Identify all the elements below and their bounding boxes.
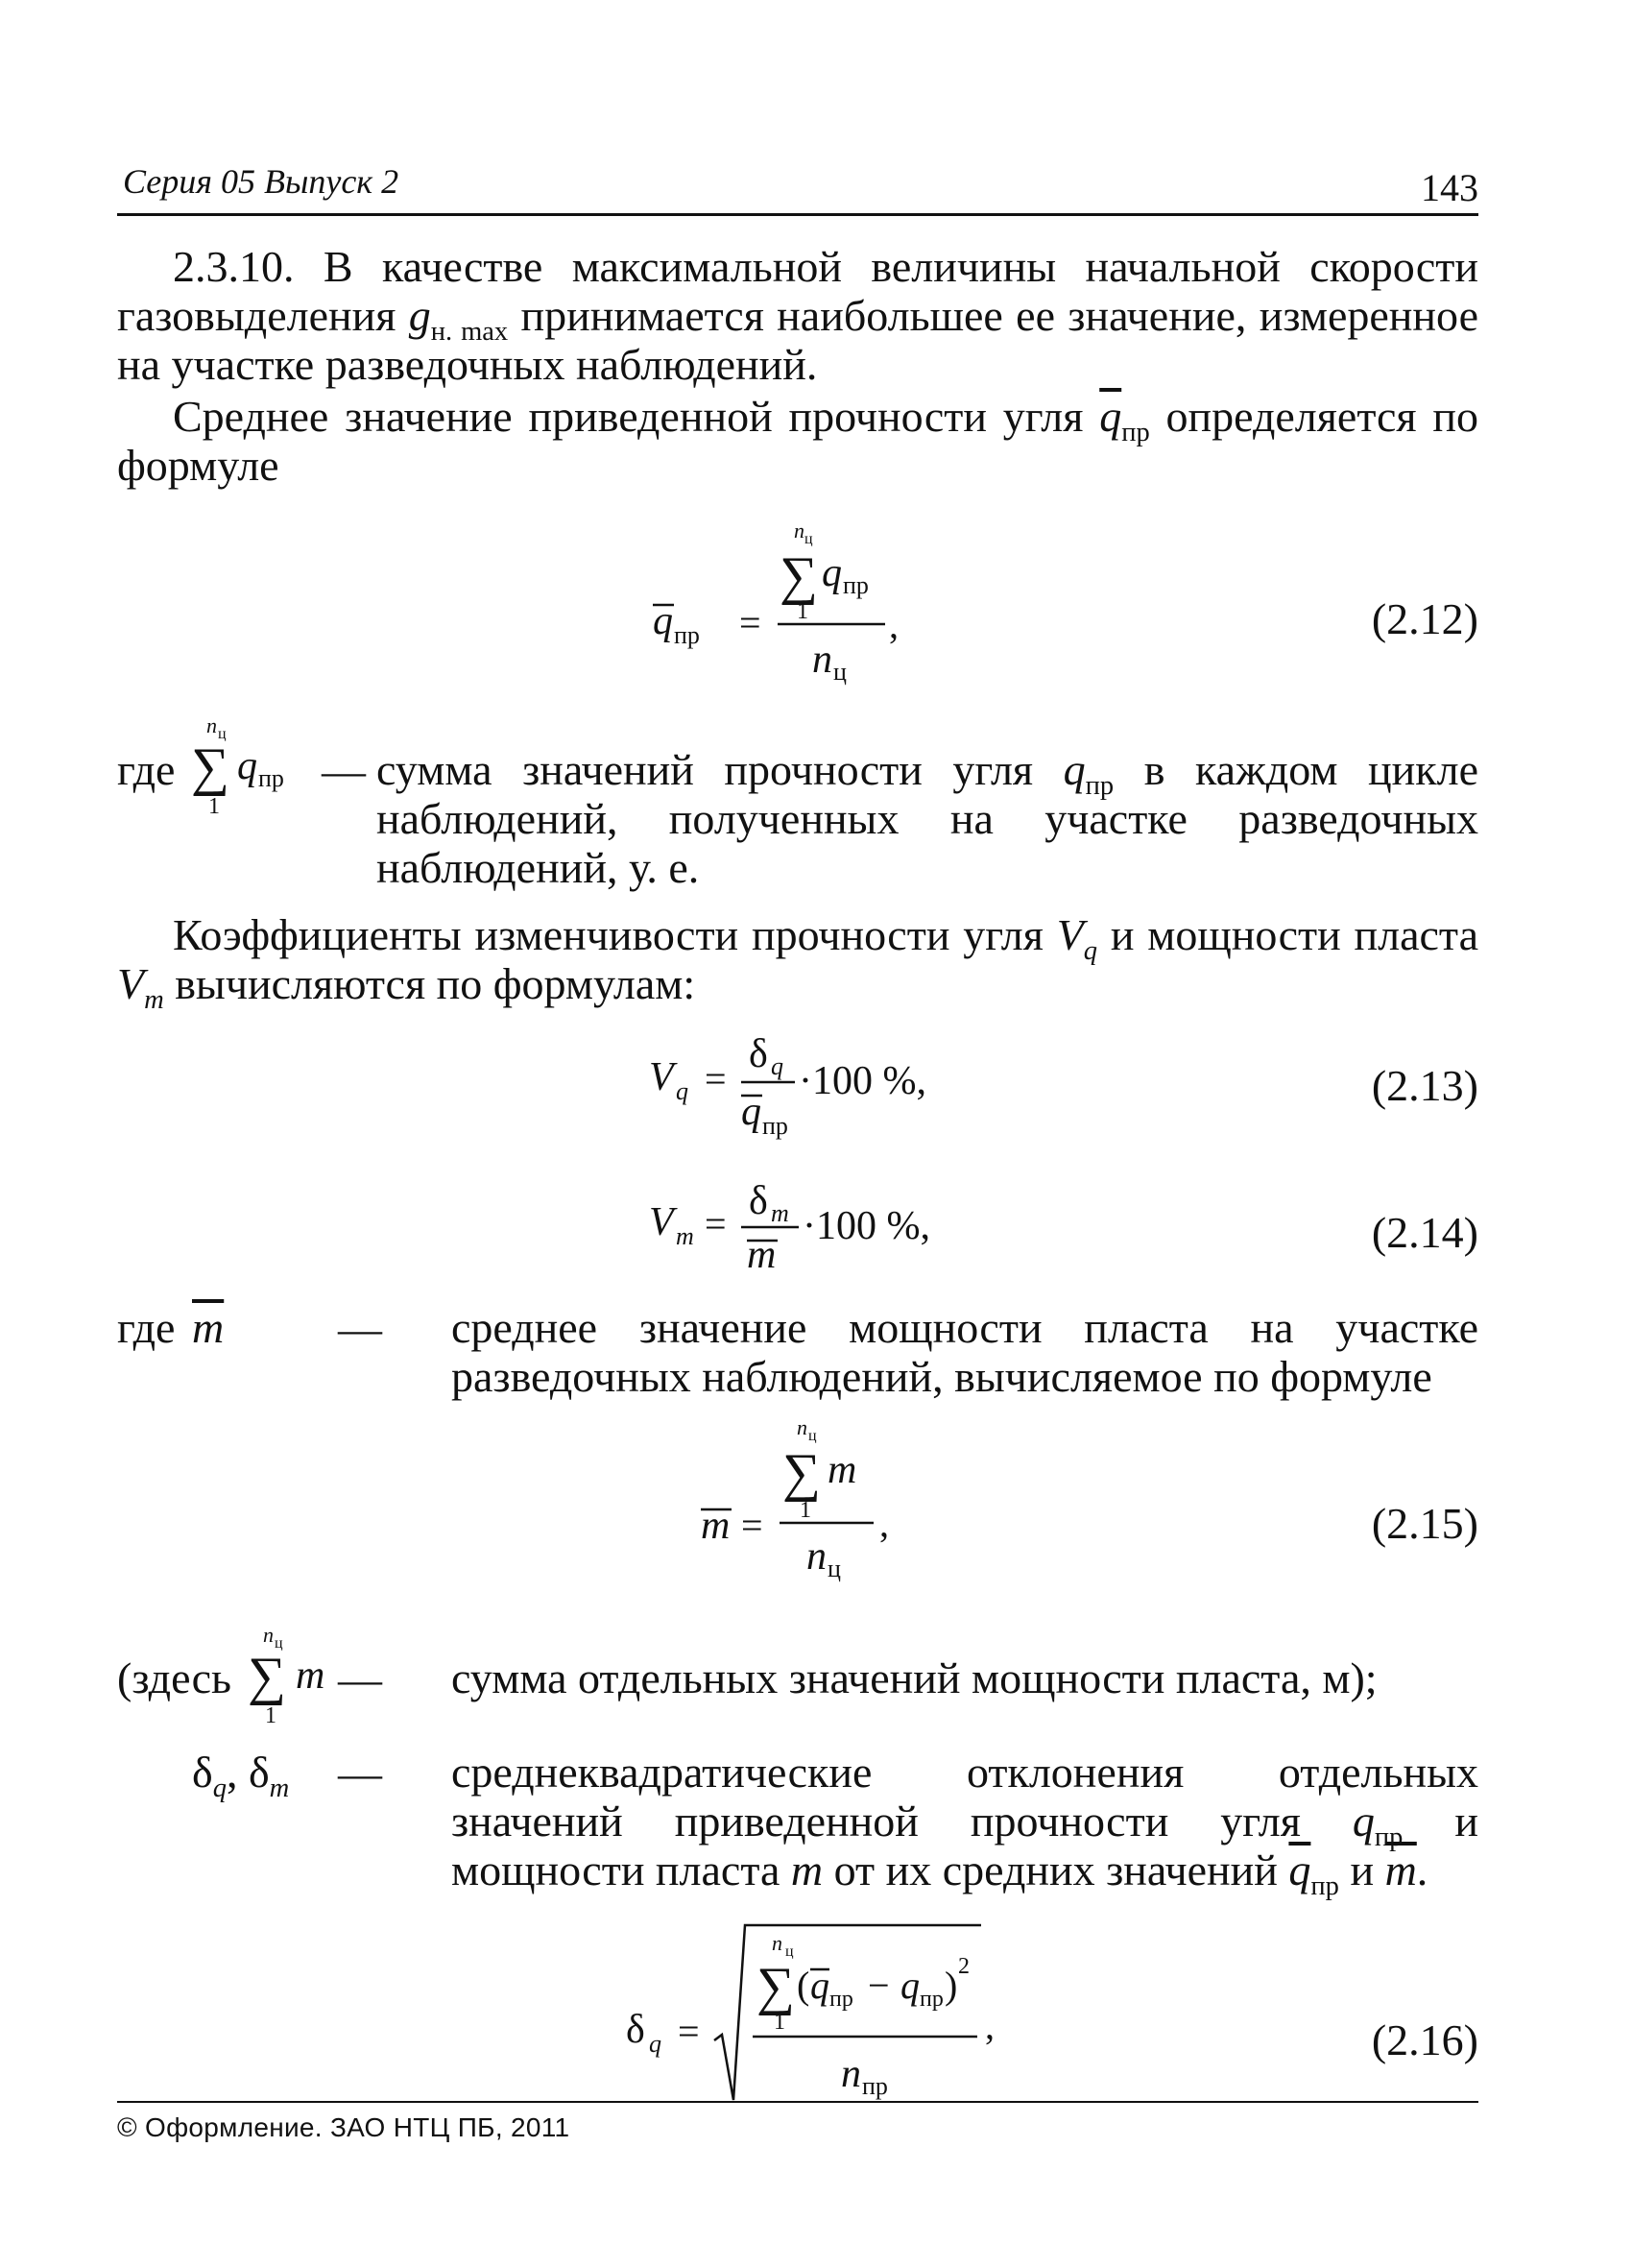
eq214-lhs-var: V xyxy=(649,1200,674,1244)
series-label: Серия 05 Выпуск 2 xyxy=(123,162,399,201)
header-rule xyxy=(117,213,1478,216)
paragraph-2-3-10: 2.3.10. В качестве максимальной величины начальной скорости газовыделения $g_{н. max}$ принимается наибольшее ее значение, измеренное на участке разведочных наблюдений. xyxy=(117,242,1478,389)
eq214-den-var: m xyxy=(747,1233,777,1277)
eq216-equals: = xyxy=(678,2010,700,2053)
def1-sum-expression xyxy=(187,715,331,821)
eq213-lhs-var: V xyxy=(649,1055,674,1099)
eq212-sum-upper: n xyxy=(794,519,804,543)
eq216-num-sub2: пр xyxy=(920,1987,944,2012)
eq216-sum-upper-sub: ц xyxy=(785,1943,794,1960)
eq214-num-sym: δ xyxy=(749,1179,768,1223)
def1-sum-symbol: ∑ xyxy=(191,737,229,797)
eq212-den-sub: ц xyxy=(833,658,847,686)
def2-text: среднее значение мощности пласта на участке разведочных наблюдений, вычисляемое по формуле xyxy=(451,1303,1478,1401)
eq214-lhs-sub: m xyxy=(676,1222,694,1250)
eq215-number: (2.15) xyxy=(1371,1499,1478,1548)
def1-var: q xyxy=(237,744,257,788)
paragraph-mean-strength: Среднее значение приведенной прочности угля $\overline{q}_{пр}$ определяется по формуле xyxy=(117,392,1478,490)
eq216-num-var1: q xyxy=(810,1964,829,2007)
def3-sum-upper: n xyxy=(263,1623,274,1647)
def3-sum-lower: 1 xyxy=(265,1703,276,1728)
def1-sum-upper: n xyxy=(206,713,217,737)
eq216-num-open: ( xyxy=(797,1964,810,2007)
eq212-den-var: n xyxy=(812,638,832,682)
eq212-equals: = xyxy=(739,601,761,644)
eq213-tail: ·100 %, xyxy=(799,1059,926,1103)
eq213-den-sub: пр xyxy=(762,1112,788,1140)
eq216-num-exp: 2 xyxy=(958,1954,970,1979)
def1-dash: — xyxy=(322,746,366,795)
def2-var: $\overline{m}$ xyxy=(192,1303,225,1352)
eq216-sum-upper: n xyxy=(772,1931,782,1955)
eq216-lhs-sym: δ xyxy=(626,2008,645,2052)
eq215-sum-lower: 1 xyxy=(800,1498,811,1523)
eq216-den-sub: пр xyxy=(862,2072,888,2100)
eq214-number: (2.14) xyxy=(1371,1208,1478,1257)
formula-2-15 xyxy=(672,1413,998,1596)
footer-rule xyxy=(117,2101,1478,2103)
eq216-num-minus: − xyxy=(858,1964,900,2007)
eq215-sum-upper-sub: ц xyxy=(808,1428,817,1444)
eq213-lhs-sub: q xyxy=(676,1077,688,1105)
eq216-num-var2: q xyxy=(900,1964,920,2007)
formula-2-13 xyxy=(634,1032,979,1147)
def2-dash: — xyxy=(338,1304,382,1353)
def1-sum-lower: 1 xyxy=(208,794,220,819)
formula-2-16 xyxy=(614,1916,1037,2117)
eq216-number: (2.16) xyxy=(1371,2015,1478,2064)
eq215-den-sub: ц xyxy=(828,1555,841,1582)
eq216-num-sub1: пр xyxy=(829,1987,853,2012)
def3-var: m xyxy=(296,1653,325,1698)
eq216-comma: , xyxy=(985,2004,995,2047)
eq215-sum-symbol: ∑ xyxy=(782,1443,821,1503)
def1-prefix: где xyxy=(117,745,176,794)
eq216-sum-symbol: ∑ xyxy=(756,1957,795,2016)
eq215-den-var: n xyxy=(806,1534,827,1579)
eq215-sum-upper: n xyxy=(797,1415,807,1439)
eq212-sum-lower: 1 xyxy=(797,599,808,624)
footer-copyright: © Оформление. ЗАО НТЦ ПБ, 2011 xyxy=(117,2112,570,2142)
eq212-num-var: q xyxy=(822,551,842,595)
eq215-num-var: m xyxy=(828,1448,857,1492)
def3-sum-symbol: ∑ xyxy=(248,1647,286,1706)
def1-text: сумма значений прочности угля $q_{пр}$ в каждом цикле наблюдений, полученных на участке разведочных наблюдений, у. е. xyxy=(376,745,1478,892)
def3-dash: — xyxy=(338,1654,382,1703)
eq212-number: (2.12) xyxy=(1371,594,1478,643)
eq216-den-var: n xyxy=(841,2052,861,2096)
eq213-num-sym: δ xyxy=(749,1032,768,1076)
eq215-lhs-var: m xyxy=(701,1504,731,1548)
eq212-lhs-sub: пр xyxy=(674,621,700,649)
eq212-sum-symbol: ∑ xyxy=(780,546,818,606)
def3-text: сумма отдельных значений мощности пласта, м); xyxy=(451,1653,1378,1702)
eq214-tail: ·100 %, xyxy=(803,1204,930,1248)
eq212-num-sub: пр xyxy=(843,571,869,599)
eq216-num-close: ) xyxy=(945,1964,958,2007)
def2-prefix: где xyxy=(117,1303,176,1352)
def3-sum-upper-sub: ц xyxy=(275,1635,283,1652)
eq215-comma: , xyxy=(879,1502,889,1545)
def4-symbols: $\delta_q$, $\delta_m$ xyxy=(192,1748,290,1803)
eq216-lhs-sub: q xyxy=(649,2030,661,2058)
eq214-num-sub: m xyxy=(771,1199,789,1227)
eq213-num-sub: q xyxy=(771,1052,783,1080)
eq215-equals: = xyxy=(741,1504,763,1547)
eq212-lhs-var: q xyxy=(653,599,673,643)
eq212-comma: , xyxy=(889,603,899,646)
eq213-den-var: q xyxy=(741,1090,761,1134)
def4-text: среднеквадратические отклонения отдельных значений приведенной прочности угля $q_{пр}$ и мощности пласта m от их средних значений $\overline{q}_{пр}$ и $\overline{m}$. xyxy=(451,1748,1478,1901)
eq213-number: (2.13) xyxy=(1371,1061,1478,1110)
def4-dash: — xyxy=(338,1749,382,1798)
paragraph-variation-coefficients: Коэффициенты изменчивости прочности угля $V_q$ и мощности пласта $V_m$ вычисляются по формулам: xyxy=(117,910,1478,1015)
def1-var-sub: пр xyxy=(258,764,284,792)
page-number: 143 xyxy=(1421,166,1478,209)
def1-sum-upper-sub: ц xyxy=(218,726,227,742)
eq216-sum-lower: 1 xyxy=(774,2010,785,2035)
eq213-equals: = xyxy=(705,1057,727,1100)
eq214-equals: = xyxy=(705,1202,727,1245)
formula-2-12 xyxy=(634,519,1018,711)
eq212-sum-upper-sub: ц xyxy=(804,531,813,547)
formula-2-14 xyxy=(634,1173,979,1289)
def3-prefix: (здесь xyxy=(117,1653,232,1702)
